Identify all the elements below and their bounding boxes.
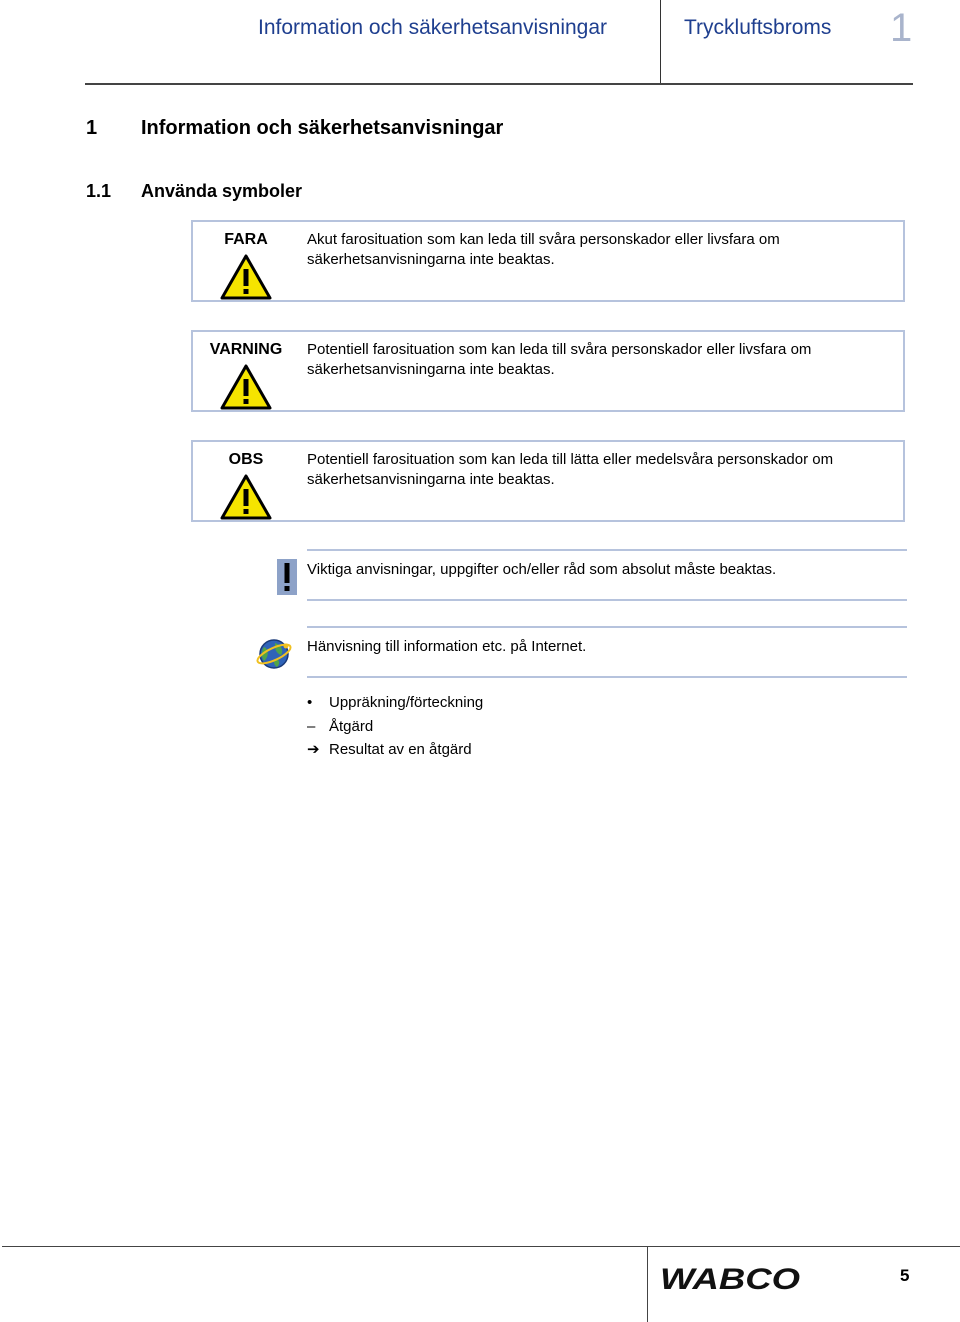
header-title: Information och säkerhetsanvisningar [258,16,608,39]
header-chapter-number: 1 [890,6,913,50]
warning-box-obs [191,440,905,522]
list-item-text: Åtgärd [329,718,374,735]
reference-rule-bottom [307,676,907,678]
warning-text: Akut farosituation som kan leda till svåra personskador eller livsfara om säkerhetsanvisningarna inte beaktas. [307,231,780,268]
subsection-number: 1.1 [86,181,112,201]
important-note-text: Viktiga anvisningar, uppgifter och/eller råd som absolut måste beaktas. [307,561,777,578]
warning-triangle-icon [220,474,272,520]
warning-triangle-icon [220,254,272,300]
header-rule [85,83,913,85]
internet-reference-text: Hänvisning till information etc. på Internet. [307,638,587,655]
note-rule-bottom [307,599,907,601]
dash-icon: – [307,718,316,735]
note-rule-top [307,549,907,551]
warning-label: FARA [224,231,268,248]
globe-icon [255,637,293,671]
warning-triangle-icon [220,364,272,410]
list-item [307,740,472,758]
footer-divider [647,1246,648,1322]
list-item [307,718,373,735]
footer-rule [2,1246,960,1247]
wabco-logo [660,1264,802,1292]
arrow-right-icon: ➔ [307,741,320,758]
warning-label: OBS [228,451,264,468]
list-item-text: Resultat av en åtgärd [329,741,472,758]
list-item [307,694,483,711]
exclamation-icon [277,559,297,595]
warning-label: VARNING [209,341,283,358]
section-title: Information och säkerhetsanvisningar [141,117,504,139]
warning-text: Potentiell farosituation som kan leda till lätta eller medelsvåra personskador om säkerhetsanvisningarna inte beaktas. [307,451,834,488]
section-number: 1 [86,117,98,139]
warning-box-fara [191,220,905,302]
bullet-icon: • [307,694,313,711]
warning-box-varning [191,330,905,412]
header-product: Tryckluftsbroms [684,16,832,39]
warning-text: Potentiell farosituation som kan leda till svåra personskador eller livsfara om säkerhetsanvisningarna inte beaktas. [307,341,812,378]
header-divider [660,0,661,84]
list-item-text: Uppräkning/förteckning [329,694,484,711]
page-number: 5 [900,1266,910,1285]
reference-rule-top [307,626,907,628]
subsection-title: Använda symboler [141,181,303,201]
svg-text:WABCO: WABCO [660,1264,800,1292]
